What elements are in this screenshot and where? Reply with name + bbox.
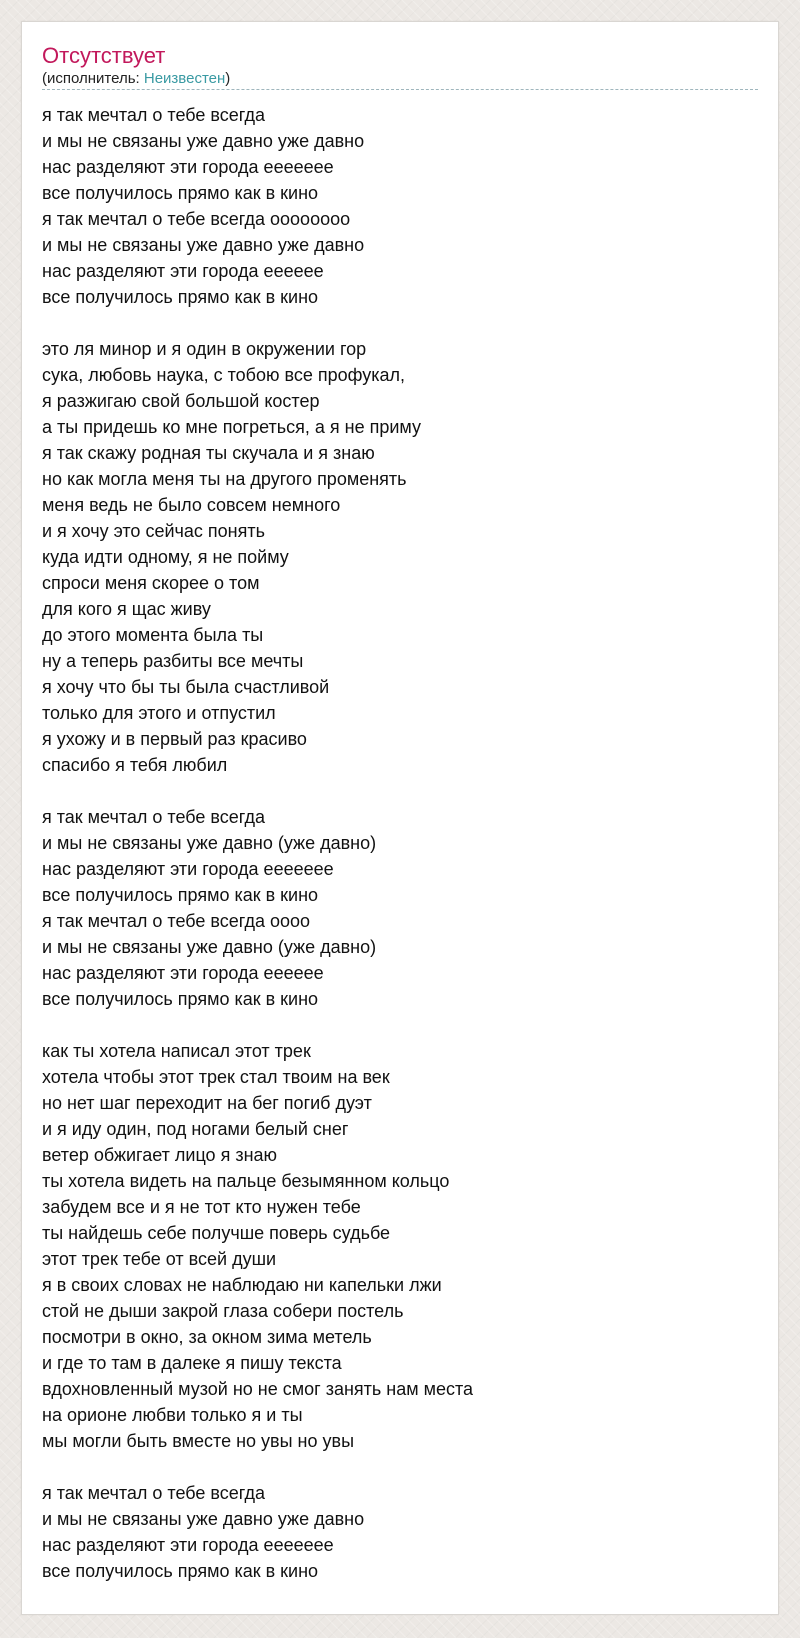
lyric-line: все получилось прямо как в кино	[42, 989, 319, 1009]
lyric-line: этот трек тебе от всей души	[42, 1249, 277, 1269]
lyrics-card	[21, 21, 779, 1615]
lyric-line: вдохновленный музой но не смог занять нам места	[42, 1379, 474, 1399]
artist-line	[42, 70, 758, 90]
lyric-line: но как могла меня ты на другого променять	[42, 469, 407, 489]
lyric-line: это ля минор и я один в окружении гор	[42, 339, 367, 359]
lyric-line: все получилось прямо как в кино	[42, 287, 319, 307]
lyric-line: но нет шаг переходит на бег погиб дуэт	[42, 1093, 372, 1113]
lyric-line: и мы не связаны уже давно (уже давно)	[42, 833, 377, 853]
lyric-line: забудем все и я не тот кто нужен тебе	[42, 1197, 361, 1217]
lyric-line: я разжигаю свой большой костер	[42, 391, 320, 411]
lyric-line: я так мечтал о тебе всегда оооооооо	[42, 209, 351, 229]
lyric-line: я так скажу родная ты скучала и я знаю	[42, 443, 375, 463]
lyric-line: как ты хотела написал этот трек	[42, 1041, 311, 1061]
lyric-line: спасибо я тебя любил	[42, 755, 228, 775]
lyric-line: я так мечтал о тебе всегда оооо	[42, 911, 311, 931]
stanza	[42, 102, 758, 310]
lyric-line: все получилось прямо как в кино	[42, 1561, 319, 1581]
artist-prefix: (исполнитель:	[42, 70, 144, 87]
lyric-line: все получилось прямо как в кино	[42, 885, 319, 905]
artist-suffix: )	[225, 70, 231, 87]
lyric-line: нас разделяют эти города ееееееe	[42, 157, 334, 177]
lyric-line: и мы не связаны уже давно уже давно	[42, 235, 365, 255]
lyric-line: я так мечтал о тебе всегда	[42, 105, 266, 125]
lyric-line: мы могли быть вместе но увы но увы	[42, 1431, 355, 1451]
lyric-line: и мы не связаны уже давно уже давно	[42, 1509, 365, 1529]
lyric-line: все получилось прямо как в кино	[42, 183, 319, 203]
lyric-line: на орионе любви только я и ты	[42, 1405, 303, 1425]
stanza	[42, 1038, 758, 1454]
lyric-line: я ухожу и в первый раз красиво	[42, 729, 307, 749]
lyric-line: сука, любовь наука, с тобою все профукал,	[42, 365, 405, 385]
stanza	[42, 1480, 758, 1584]
song-title: Отсутствует	[42, 43, 166, 68]
lyric-line: до этого момента была ты	[42, 625, 264, 645]
artist-link[interactable]: Неизвестен	[143, 70, 226, 87]
lyric-line: хотела чтобы этот трек стал твоим на век	[42, 1067, 390, 1087]
lyric-line: для кого я щас живу	[42, 599, 211, 619]
lyric-line: куда идти одному, я не пойму	[42, 547, 289, 567]
lyric-line: нас разделяют эти города ееееееe	[42, 1535, 334, 1555]
lyric-line: посмотри в окно, за окном зима метель	[42, 1327, 372, 1347]
lyric-line: нас разделяют эти города ееееее	[42, 963, 324, 983]
lyric-line: нас разделяют эти города ееееееe	[42, 859, 334, 879]
lyric-line: и я иду один, под ногами белый снег	[42, 1119, 349, 1139]
lyric-line: и мы не связаны уже давно уже давно	[42, 131, 365, 151]
lyric-line: ты найдешь себе получше поверь судьбе	[42, 1223, 391, 1243]
lyric-line: я так мечтал о тебе всегда	[42, 807, 266, 827]
lyric-line: а ты придешь ко мне погреться, а я не приму	[42, 417, 421, 437]
lyric-line: спроси меня скорее о том	[42, 573, 260, 593]
lyric-line: нас разделяют эти города ееееее	[42, 261, 324, 281]
lyrics-text	[42, 102, 758, 1584]
lyric-line: я в своих словах не наблюдаю ни капельки лжи	[42, 1275, 442, 1295]
lyric-line: меня ведь не было совсем немного	[42, 495, 341, 515]
lyric-line: и я хочу это сейчас понять	[42, 521, 265, 541]
lyric-line: я хочу что бы ты была счастливой	[42, 677, 330, 697]
stanza	[42, 336, 758, 778]
stanza	[42, 804, 758, 1012]
lyric-line: и мы не связаны уже давно (уже давно)	[42, 937, 377, 957]
lyric-line: стой не дыши закрой глаза собери постель	[42, 1301, 404, 1321]
lyric-line: ветер обжигает лицо я знаю	[42, 1145, 278, 1165]
lyric-line: ты хотела видеть на пальце безымянном кольцо	[42, 1171, 450, 1191]
lyric-line: я так мечтал о тебе всегда	[42, 1483, 266, 1503]
lyric-line: ну а теперь разбиты все мечты	[42, 651, 304, 671]
lyric-line: и где то там в далеке я пишу текста	[42, 1353, 342, 1373]
lyric-line: только для этого и отпустил	[42, 703, 276, 723]
